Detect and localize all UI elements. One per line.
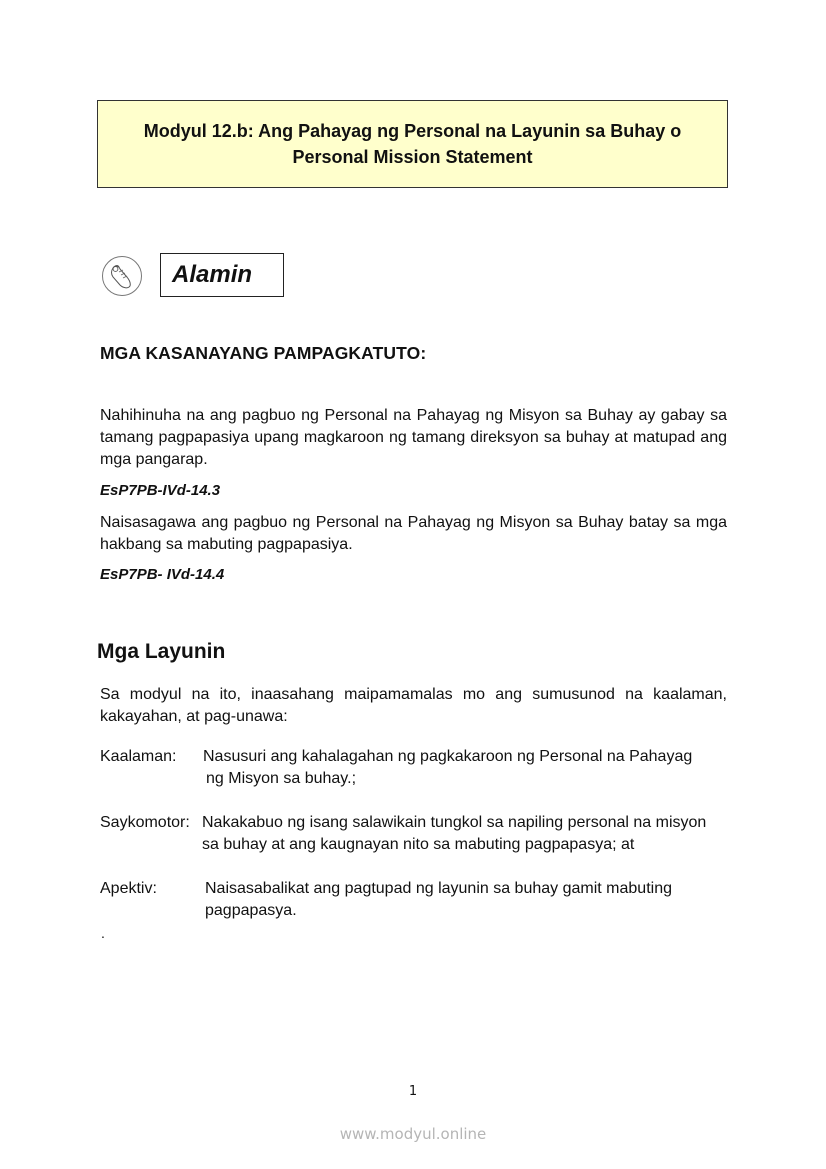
skill-text-1: Nahihinuha na ang pagbuo ng Personal na Pahayag ng Misyon sa Buhay ay gabay sa tamang pagpapasiya upang magkaroon ng tamang direksyon sa buhay at matupad ang mga pangarap. [100, 407, 727, 468]
pointing-hand-icon [101, 255, 143, 297]
module-title-box [97, 100, 728, 188]
alamin-text: Alamin [172, 261, 253, 288]
skill-text-2: Naisasagawa ang pagbuo ng Personal na Pahayag ng Misyon sa Buhay batay sa mga hakbang sa mabuting pagpapasiya. [100, 514, 727, 553]
objective-line: Naisasabalikat ang pagtupad ng layunin sa buhay gamit mabuting [205, 880, 672, 897]
objectives-intro: Sa modyul na ito, inaasahang maipamamalas mo ang sumusunod na kaalaman, kakayahan, at pag-unawa: [100, 686, 727, 725]
skill-code-2: EsP7PB- IVd-14.4 [100, 566, 225, 583]
objective-line: ng Misyon sa buhay.; [206, 770, 357, 787]
section-label-alamin [160, 253, 284, 297]
trailing-period: . [101, 925, 105, 941]
objective-line: pagpapasya. [205, 902, 297, 919]
objective-label: Kaalaman: [100, 748, 177, 765]
objective-label: Apektiv: [100, 880, 157, 897]
objective-line: sa buhay at ang kaugnayan nito sa mabuting pagpapasya; at [202, 836, 635, 853]
objective-label: Saykomotor: [100, 814, 190, 831]
watermark: www.modyul.online [339, 1125, 487, 1143]
skills-heading: MGA KASANAYANG PAMPAGKATUTO: [100, 343, 427, 363]
page-number: 1 [408, 1084, 418, 1099]
objective-line: Nakakabuo ng isang salawikain tungkol sa napiling personal na misyon [202, 814, 707, 831]
skill-code-1: EsP7PB-IVd-14.3 [100, 482, 221, 499]
objective-line: Nasusuri ang kahalagahan ng pagkakaroon ng Personal na Pahayag [203, 748, 693, 765]
module-title-line2: Personal Mission Statement [292, 147, 533, 167]
module-title-line1: Modyul 12.b: Ang Pahayag ng Personal na Layunin sa Buhay o [143, 121, 682, 141]
objectives-heading: Mga Layunin [97, 640, 226, 663]
